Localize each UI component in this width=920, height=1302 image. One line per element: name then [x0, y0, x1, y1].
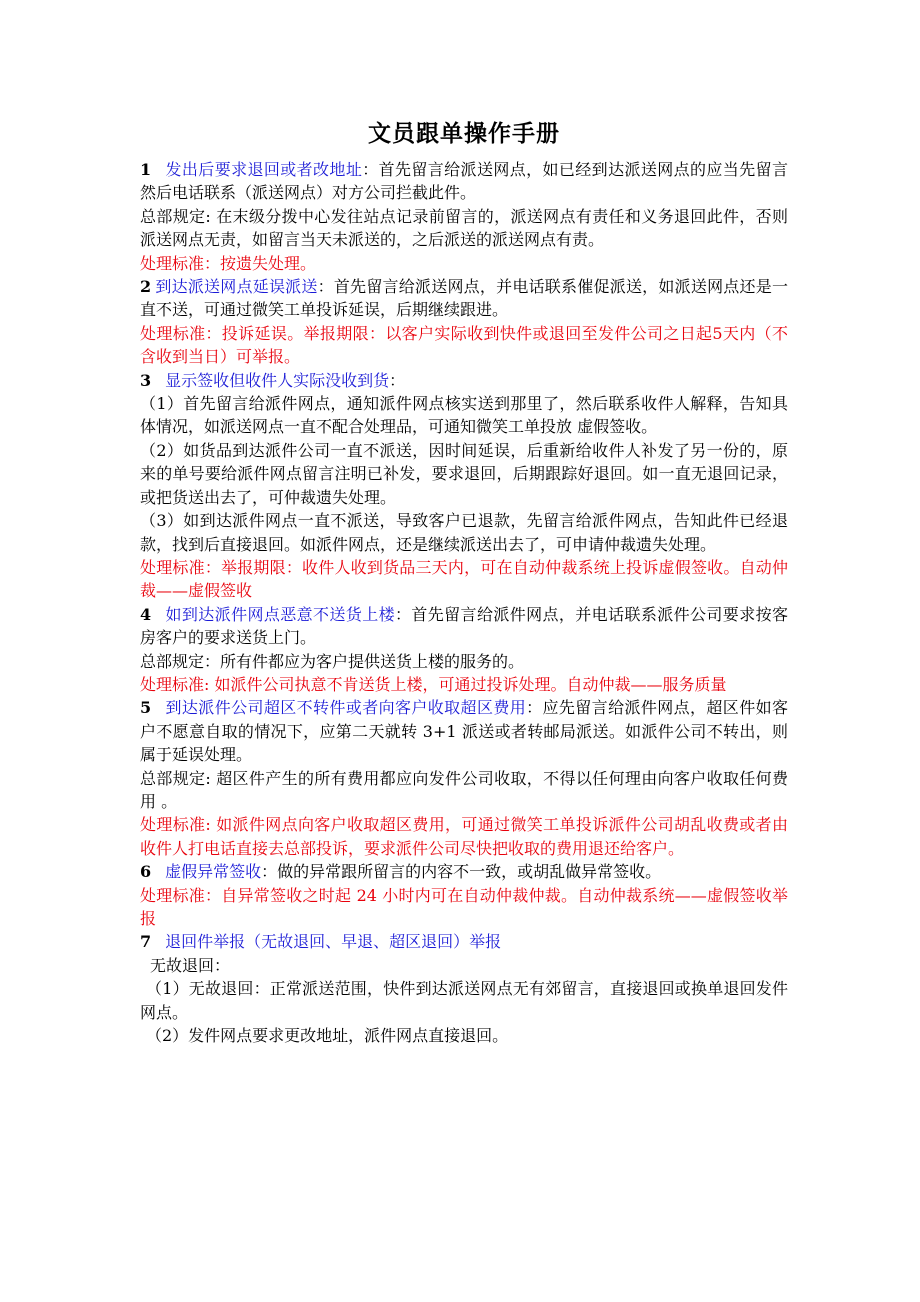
handling-standard: 处理标准: 如派件网点向客户收取超区费用，可通过微笑工单投诉派件公司胡乱收费或者由收件人打电话直接去总部投诉，要求派件公司尽快把收取的费用退还给客户。 [140, 815, 788, 858]
section-number: 6 [140, 862, 152, 882]
section-number: 5 [140, 698, 152, 718]
hq-rule: 总部规定：所有件都应为客户提供送货上楼的服务的。 [140, 651, 525, 671]
section-3 [140, 369, 788, 392]
section-1 [140, 158, 788, 205]
sub-item-1: （1）首先留言给派件网点，通知派件网点核实送到那里了，然后联系收件人解释，告知具体情况，如派送网点一直不配合处理品，可通知微笑工单投放 虚假签收。 [140, 394, 788, 437]
section-4 [140, 603, 788, 650]
handling-standard: 处理标准: 如派件公司执意不肯送货上楼，可通过投诉处理。自动仲裁——服务质量 [140, 674, 727, 694]
sub-item-1: （1）无故退回：正常派送范围，快件到达派送网点无有郊留言，直接退回或换单退回发件网点。 [140, 979, 788, 1022]
section-heading: 发出后要求退回或者改地址 [165, 160, 363, 179]
section-heading: 显示签收但收件人实际没收到货 [165, 370, 390, 390]
section-heading: 到达派件公司超区不转件或者向客户收取超区费用 [165, 698, 527, 718]
section-body: ：做的异常跟所留言的内容不一致，或胡乱做异常签收。 [261, 862, 662, 882]
document-title: 文员跟单操作手册 [368, 120, 560, 147]
handling-standard: 处理标准：投诉延误。举报期限：以客户实际收到快件或退回至发件公司之日起5天内（不含收到当日）可举报。 [140, 323, 788, 367]
section-6 [140, 860, 788, 883]
sub-item-2: （2）发件网点要求更改地址，派件网点直接退回。 [146, 1026, 509, 1046]
section-heading: 虚假异常签收 [165, 862, 262, 882]
handling-standard: 处理标准：举报期限：收件人收到货品三天内，可在自动仲裁系统上投诉虚假签收。自动仲裁——虚假签收 [140, 557, 788, 601]
section-number: 1 [140, 160, 152, 179]
section-body: ：首先留言给派件网点，并电话联系派件公司要求按客房客户的要求送货上门。 [140, 604, 788, 648]
handling-standard: 处理标准：按遗失处理。 [140, 253, 317, 273]
section-2 [140, 275, 788, 322]
section-heading: 退回件举报（无故退回、早退、超区退回）举报 [165, 932, 502, 952]
section-colon: ： [389, 370, 406, 390]
hq-rule: 总部规定: 超区件产生的所有费用都应向发件公司收取，不得以任何理由向客户收取任何费用 。 [140, 768, 788, 811]
sub-heading: 无故退回： [150, 955, 231, 975]
section-number: 4 [140, 604, 152, 624]
section-5 [140, 696, 788, 766]
section-7 [140, 930, 788, 953]
sub-item-3: （3）如到达派件网点一直不派送，导致客户已退款，先留言给派件网点，告知此件已经退款，找到后直接退回。如派件网点，还是继续派送出去了，可申请仲裁遗失处理。 [140, 511, 788, 554]
section-number: 2 [140, 277, 152, 297]
section-heading: 如到达派件网点恶意不送货上楼 [165, 604, 395, 624]
hq-rule: 总部规定: 在末级分拨中心发往站点记录前留言的，派送网点有责任和义务退回此件，否则派送网点无责，如留言当天未派送的，之后派送的派送网点有责。 [140, 206, 788, 250]
section-body: ：首先留言给派送网点，如已经到达派送网点的应当先留言然后电话联系（派送网点）对方公司拦截此件。 [140, 160, 788, 203]
section-number: 7 [140, 932, 152, 952]
sub-item-2: （2）如货品到达派件公司一直不派送，因时间延误，后重新给收件人补发了另一份的，原来的单号要给派件网点留言注明已补发，要求退回，后期跟踪好退回。如一直无退回记录，或把货送出去了，可仲裁遗失处理。 [140, 440, 788, 507]
section-body: ：应先留言给派件网点，超区件如客户不愿意自取的情况下，应第二天就转 3+1 派送或者转邮局派送。如派件公司不转出，则属于延误处理。 [140, 698, 788, 765]
section-heading: 到达派送网点延误派送 [155, 277, 318, 297]
document-page [140, 118, 788, 1047]
section-body: ：首先留言给派送网点，并电话联系催促派送，如派送网点还是一直不送，可通过微笑工单投诉延误，后期继续跟进。 [140, 277, 788, 320]
handling-standard: 处理标准：自异常签收之时起 24 小时内可在自动仲裁仲裁。自动仲裁系统——虚假签收举报 [140, 885, 788, 928]
section-number: 3 [140, 370, 152, 390]
